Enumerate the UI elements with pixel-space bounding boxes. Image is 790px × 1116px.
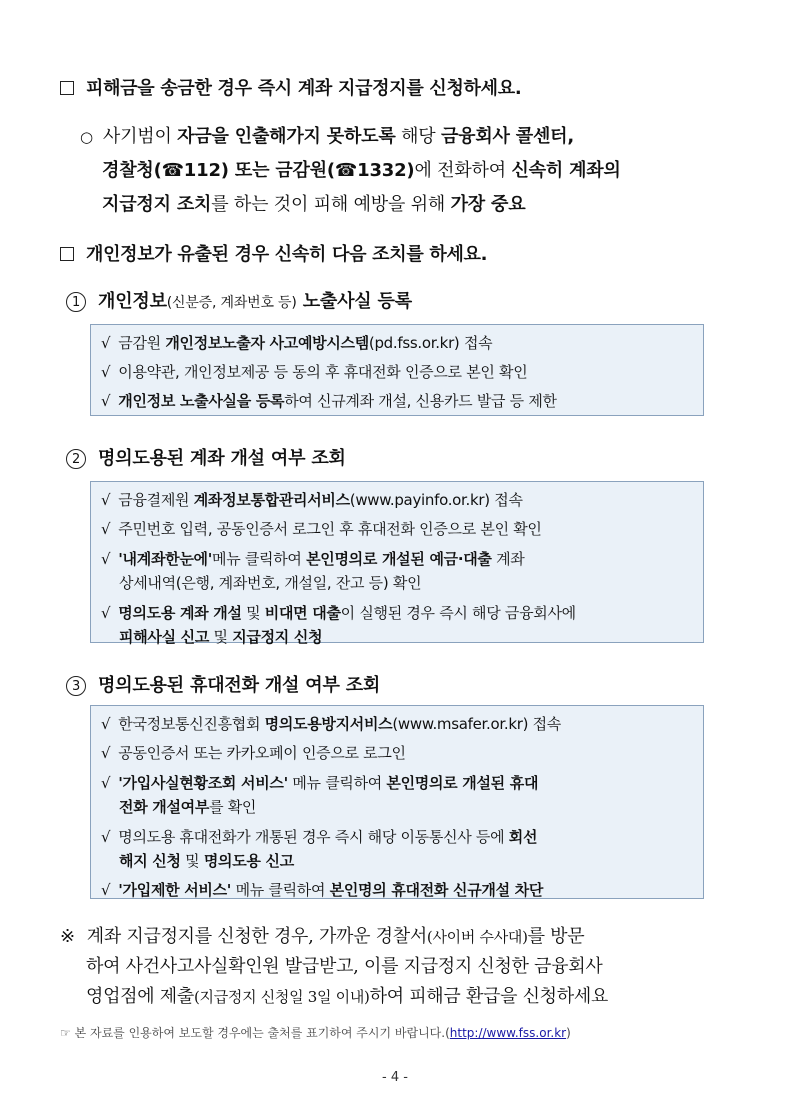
subheading-text: 개인정보 (98, 291, 167, 312)
row-text: 메뉴 클릭하여 (231, 881, 330, 899)
row-text: 이용약관, 개인정보제공 등 동의 후 휴대전화 인증으로 본인 확인 (118, 363, 528, 381)
subheading-small: (신분증, 계좌번호 등) (166, 295, 297, 311)
row-text: 메뉴 클릭하여 (212, 550, 307, 568)
row-bold: 피해사실 신고 (119, 628, 210, 646)
para-bold: 신속히 계좌의 (511, 160, 621, 181)
note-text: 를 방문 (527, 926, 585, 947)
info-row (101, 739, 693, 768)
row-text: 주민번호 입력, 공동인증서 로그인 후 휴대전화 인증으로 본인 확인 (118, 520, 542, 538)
section1-paragraph (80, 120, 740, 222)
row-bold: 전화 개설여부 (119, 798, 210, 816)
footer-text: ) (566, 1026, 571, 1040)
subheading-text: 노출사실 등록 (296, 291, 412, 312)
section-heading-text: 피해금을 송금한 경우 즉시 계좌 지급정지를 신청하세요. (86, 78, 522, 99)
info-row (101, 486, 693, 515)
footer-text: 본 자료를 인용하여 보도할 경우에는 출처를 표기하여 주시기 바랍니다.( (70, 1026, 450, 1040)
row-text: 한국정보통신진흥협회 (118, 715, 265, 733)
row-text: 및 (209, 628, 233, 646)
row-text: 하여 신규계좌 개설, 신용카드 발급 등 제한 (284, 392, 557, 410)
info-row (101, 358, 693, 387)
row-bold: 본인명의로 개설된 휴대 (386, 774, 539, 792)
circled-number-icon: 2 (66, 449, 86, 469)
para-bold: 자금을 인출해가지 못하도록 (177, 126, 396, 147)
row-bold: '가입사실현황조회 서비스' (118, 774, 288, 792)
row-text: 이 실행된 경우 즉시 해당 금융회사에 (340, 604, 576, 622)
row-bold: 해지 신청 (119, 852, 181, 870)
para-text: 사기범이 (102, 126, 178, 147)
check-icon: √ (101, 363, 111, 381)
row-bold: 계좌정보통합관리서비스 (193, 491, 350, 509)
info-row (101, 768, 693, 822)
subheading-2 (66, 444, 346, 470)
row-text: (www.msafer.or.kr) 접속 (392, 715, 561, 733)
checkbox-square-icon (60, 247, 74, 261)
row-bold: 명의도용 계좌 개설 (118, 604, 242, 622)
para-bold: 지급정지 조치 (102, 194, 212, 215)
para-text: 를 하는 것이 피해 예방을 위해 (211, 194, 451, 215)
row-continuation (101, 795, 693, 819)
info-row (101, 515, 693, 544)
reference-mark-icon: ※ (60, 926, 75, 947)
note-small: (지급정지 신청일 3일 이내) (193, 988, 370, 1006)
check-icon: √ (101, 520, 111, 538)
row-text: (pd.fss.or.kr) 접속 (368, 334, 493, 352)
info-box-3 (90, 705, 704, 899)
section-heading-text: 개인정보가 유출된 경우 신속히 다음 조치를 하세요. (86, 244, 488, 265)
info-row (101, 876, 693, 905)
row-text: 및 (241, 604, 265, 622)
row-bold: 본인명의로 개설된 예금·대출 (306, 550, 492, 568)
reference-note (60, 922, 740, 1012)
info-row (101, 329, 693, 358)
row-text: 명의도용 휴대전화가 개통된 경우 즉시 해당 이동통신사 등에 (118, 828, 509, 846)
row-bold: 명의도용 신고 (203, 852, 294, 870)
para-line-2 (80, 154, 740, 188)
row-bold: '가입제한 서비스' (118, 881, 232, 899)
row-bold: 개인정보노출자 사고예방시스템 (165, 334, 369, 352)
subheading-text: 명의도용된 휴대전화 개설 여부 조회 (98, 675, 381, 696)
info-row (101, 822, 693, 876)
page-number: - 4 - (382, 1070, 408, 1085)
row-bold: 비대면 대출 (264, 604, 341, 622)
note-text: 영업점에 제출 (86, 986, 194, 1007)
note-text: 계좌 지급정지를 신청한 경우, 가까운 경찰서 (86, 926, 427, 947)
row-text: 계좌 (491, 550, 525, 568)
note-small: (사이버 수사대) (426, 928, 528, 946)
row-text: 메뉴 클릭하여 (287, 774, 387, 792)
subheading-text: 명의도용된 계좌 개설 여부 조회 (98, 448, 346, 469)
para-text: 해당 (395, 126, 441, 147)
check-icon: √ (101, 491, 111, 509)
info-row (101, 598, 693, 652)
check-icon: √ (101, 604, 111, 622)
row-text: 를 확인 (209, 798, 257, 816)
citation-footer (60, 1024, 571, 1041)
circled-number-icon: 3 (66, 676, 86, 696)
note-line-2: 하여 사건사고사실확인원 발급받고, 이를 지급정지 신청한 금융회사 (86, 956, 603, 977)
check-icon: √ (101, 334, 111, 352)
info-row (101, 544, 693, 598)
row-continuation: 상세내역(은행, 계좌번호, 개설일, 잔고 등) 확인 (119, 574, 422, 592)
row-bold: 지급정지 신청 (232, 628, 323, 646)
para-bold: 경찰청(☎112) 또는 금감원(☎1332) (102, 160, 415, 181)
note-line-3 (60, 982, 740, 1012)
row-bold: 회선 (508, 828, 538, 846)
check-icon: √ (101, 715, 111, 733)
row-bold: 명의도용방지서비스 (264, 715, 393, 733)
row-bold: 개인정보 노출사실을 등록 (118, 392, 285, 410)
row-text: 공동인증서 또는 카카오페이 인증으로 로그인 (118, 744, 406, 762)
row-text: 금감원 (118, 334, 166, 352)
check-icon: √ (101, 392, 111, 410)
circled-number-icon: 1 (66, 292, 86, 312)
info-box-2 (90, 481, 704, 646)
section-heading-1 (60, 74, 521, 100)
subheading-3 (66, 671, 380, 697)
para-bold: 가장 중요 (450, 194, 526, 215)
circle-bullet-icon: ○ (80, 128, 93, 146)
row-text: (www.payinfo.or.kr) 접속 (349, 491, 523, 509)
row-continuation (101, 625, 693, 649)
para-bold: 금융회사 콜센터, (440, 126, 575, 147)
check-icon: √ (101, 774, 111, 792)
section-heading-2 (60, 240, 487, 266)
info-box-1 (90, 324, 704, 416)
row-bold: '내계좌한눈에' (118, 550, 212, 568)
check-icon: √ (101, 550, 111, 568)
row-bold: 본인명의 휴대전화 신규개설 차단 (329, 881, 544, 899)
info-row (101, 387, 693, 416)
row-continuation (101, 849, 693, 873)
row-text: 및 (180, 852, 204, 870)
check-icon: √ (101, 881, 111, 899)
check-icon: √ (101, 744, 111, 762)
para-line-3 (80, 188, 740, 222)
note-text: 하여 피해금 환급을 신청하세요 (369, 986, 609, 1007)
fss-website-link[interactable]: http://www.fss.or.kr (449, 1026, 567, 1040)
check-icon: √ (101, 828, 111, 846)
subheading-1 (66, 287, 412, 313)
para-text: 에 전화하여 (414, 160, 512, 181)
pointing-hand-icon: ☞ (60, 1026, 71, 1040)
checkbox-square-icon (60, 81, 74, 95)
row-text: 금융결제원 (118, 491, 194, 509)
info-row (101, 710, 693, 739)
